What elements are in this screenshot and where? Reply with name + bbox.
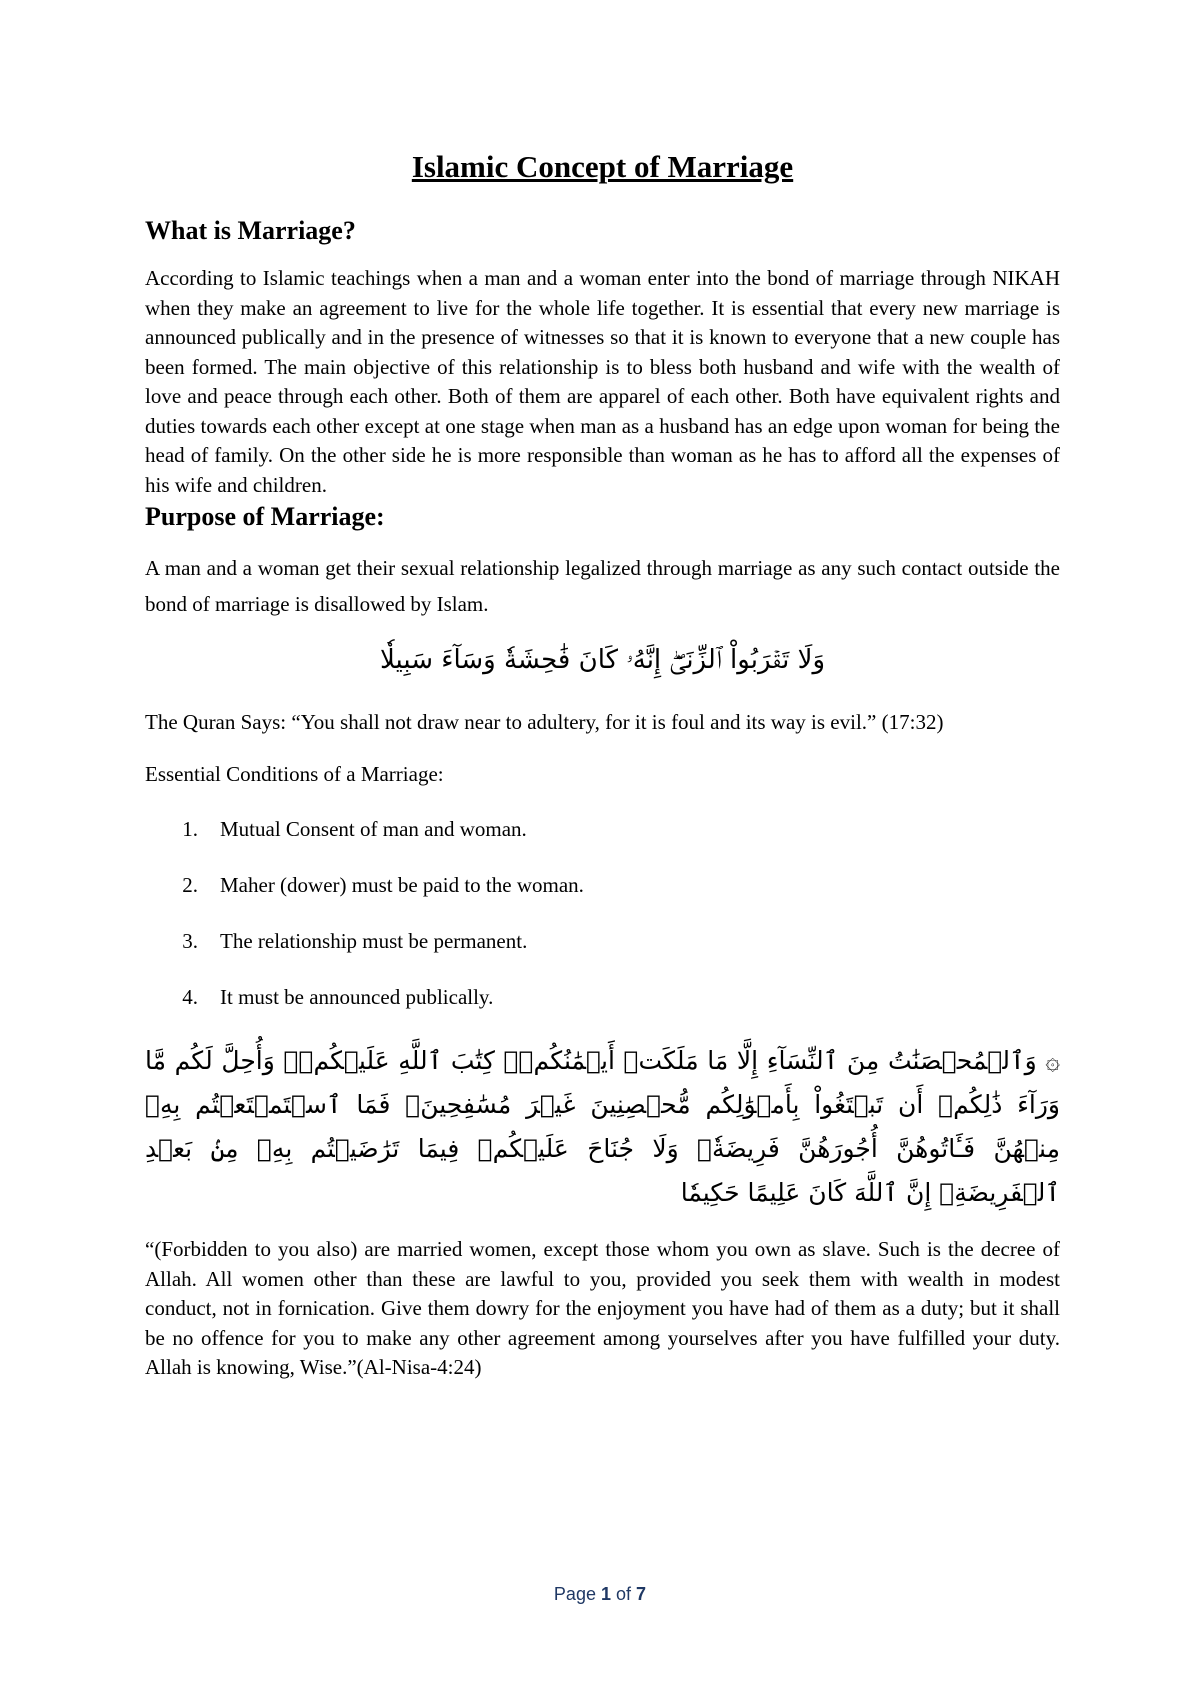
list-item-number: 3. xyxy=(182,929,198,953)
page-footer xyxy=(0,1584,1200,1605)
list-item-text: Mutual Consent of man and woman. xyxy=(220,817,527,841)
list-item-number: 4. xyxy=(182,985,198,1009)
list-item-text: It must be announced publically. xyxy=(220,985,494,1009)
list-item xyxy=(145,871,1060,900)
arabic-verse-17-32: وَلَا تَقۡرَبُواْ ٱلزِّنَىٰٓۖ إِنَّهُۥ كَانَ فَٰحِشَةٗ وَسَآءَ سَبِيلٗا xyxy=(379,645,825,675)
page-title: Islamic Concept of Marriage xyxy=(411,149,794,184)
section-heading-what-is-marriage: What is Marriage? xyxy=(145,216,356,245)
list-item xyxy=(145,815,1060,844)
page-number: 1 xyxy=(600,1584,611,1604)
list-item xyxy=(145,983,1060,1012)
page-of-label: of xyxy=(616,1584,632,1604)
quran-quote-4-24: “(Forbidden to you also) are married women, except those whom you own as slave. Such is the decree of Allah. All women other than these are lawful to you, provided you seek them with wealth in modest conduct, not in fornication. Give them dowry for the enjoyment you have had of them as a duty; but it shall be no offence for you to make any other agreement among yourselves after you have fulfilled your duty. Allah is knowing, Wise.”(Al-Nisa-4:24) xyxy=(145,1237,1060,1379)
paragraph-purpose: A man and a woman get their sexual relationship legalized through marriage as any such contact outside the bond of marriage is disallowed by Islam. xyxy=(145,556,1060,616)
list-item-text: Maher (dower) must be paid to the woman. xyxy=(220,873,584,897)
section-heading-purpose: Purpose of Marriage: xyxy=(145,502,385,531)
page-total: 7 xyxy=(636,1584,647,1604)
list-item-number: 1. xyxy=(182,817,198,841)
page-label: Page xyxy=(553,1584,596,1604)
document-content xyxy=(145,148,1060,1383)
arabic-verse-4-24: ۞ وَٱلۡمُحۡصَنَٰتُ مِنَ ٱلنِّسَآءِ إِلَّا مَا مَلَكَتۡ أَيۡمَٰنُكُمۡۖ كِتَٰبَ ٱللَّهِ عَلَيۡكُمۡۚ وَأُحِلَّ لَكُم مَّا وَرَآءَ ذَٰلِكُمۡ أَن تَبۡتَغُواْ بِأَمۡوَٰلِكُم مُّحۡصِنِينَ غَيۡرَ مُسَٰفِحِينَۚ فَمَا ٱسۡتَمۡتَعۡتُم بِهِۦ مِنۡهُنَّ فَـَٔاتُوهُنَّ أُجُورَهُنَّ فَرِيضَةٗۚ وَلَا جُنَاحَ عَلَيۡكُمۡ فِيمَا تَرَٰضَيۡتُم بِهِۦ مِنۢ بَعۡدِ ٱلۡفَرِيضَةِۚ إِنَّ ٱللَّهَ كَانَ عَلِيمًا حَكِيمٗا xyxy=(145,1046,1060,1207)
conditions-list xyxy=(145,815,1060,1012)
quran-quote-17-32: The Quran Says: “You shall not draw near to adultery, for it is foul and its way is evil.” (17:32) xyxy=(145,710,944,734)
conditions-heading: Essential Conditions of a Marriage: xyxy=(145,761,444,786)
list-item-number: 2. xyxy=(182,873,198,897)
list-item xyxy=(145,927,1060,956)
list-item-text: The relationship must be permanent. xyxy=(220,929,528,953)
paragraph-what-is-marriage: According to Islamic teachings when a man and a woman enter into the bond of marriage through NIKAH when they make an agreement to live for the whole life together. It is essential that every new marriage is announced publically and in the presence of witnesses so that it is known to everyone that a new couple has been formed. The main objective of this relationship is to bless both husband and wife with the wealth of love and peace through each other. Both of them are apparel of each other. Both have equivalent rights and duties towards each other except at one stage when man as a husband has an edge upon woman for being the head of family. On the other side he is more responsible than woman as he has to afford all the expenses of his wife and children. xyxy=(145,266,1060,497)
